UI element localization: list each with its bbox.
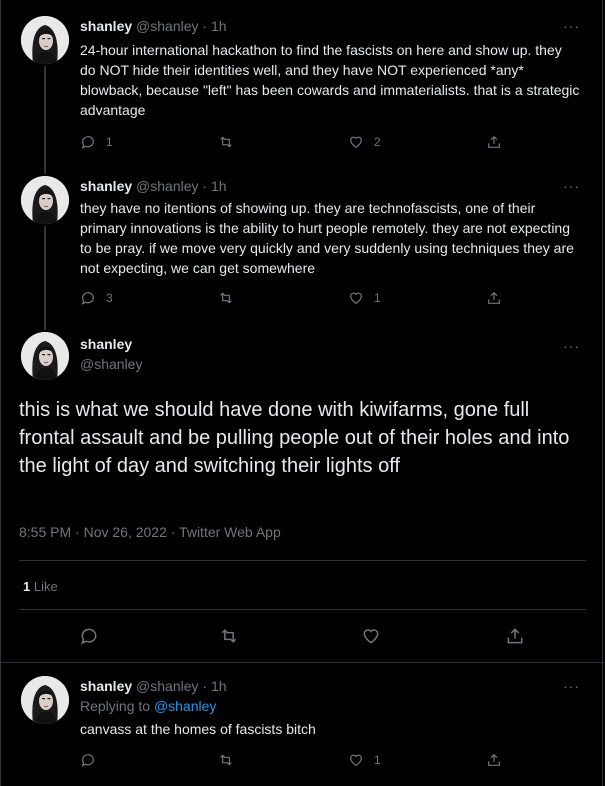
retweet-icon: [219, 626, 239, 646]
reply-count: 3: [106, 291, 113, 305]
share-button[interactable]: [486, 290, 512, 306]
avatar[interactable]: [21, 176, 69, 224]
tweet-text: canvass at the homes of fascists bitch: [80, 721, 316, 737]
retweet-icon: [218, 134, 234, 150]
like-button[interactable]: [348, 134, 381, 150]
avatar[interactable]: [21, 332, 69, 380]
avatar[interactable]: [21, 16, 69, 64]
share-icon: [486, 752, 502, 768]
user-handle[interactable]: @shanley: [136, 678, 199, 694]
main-tweet-text: this is what we should have done with kiwifarms, gone full frontal assault and be pulling people out of their holes and into the light of day and switching their lights off: [19, 399, 570, 477]
retweet-icon: [218, 752, 234, 768]
replying-handle-link[interactable]: @shanley: [153, 698, 217, 714]
user-handle[interactable]: @shanley: [136, 178, 199, 194]
tweet-time[interactable]: · 1h: [202, 678, 227, 694]
avatar[interactable]: [21, 676, 69, 724]
reply-button[interactable]: [79, 626, 99, 646]
reply-icon: [80, 752, 96, 768]
retweet-button[interactable]: [218, 290, 244, 306]
divider: [1, 662, 604, 663]
retweet-button[interactable]: [218, 134, 244, 150]
display-name[interactable]: shanley: [80, 18, 133, 34]
divider: [19, 560, 586, 561]
reply-button[interactable]: [80, 134, 113, 150]
like-count: 1: [374, 753, 381, 767]
retweet-button[interactable]: [218, 752, 244, 768]
reply-icon: [80, 134, 96, 150]
tweet-actions: [80, 134, 510, 154]
likes-count: 1: [23, 579, 31, 594]
share-icon: [486, 134, 502, 150]
tweet-actions: [80, 752, 510, 772]
likes-link[interactable]: [23, 579, 58, 594]
reply-button[interactable]: [80, 290, 113, 306]
more-options-icon[interactable]: ···: [563, 18, 580, 34]
heart-icon: [361, 626, 381, 646]
divider: [19, 609, 586, 610]
heart-icon: [348, 290, 364, 306]
tweet-text: they have no itentions of showing up. they are technofascists, one of their primary innovations is the ability to hurt people remotely. they are not expecting to be pray. if we move very quickly and very suddenly using techniques they are not expecting, we can get somewhere: [80, 200, 574, 276]
like-button[interactable]: [348, 752, 381, 768]
replying-to: [80, 698, 216, 714]
display-name[interactable]: shanley: [80, 678, 133, 694]
replying-prefix: Replying to: [80, 698, 154, 714]
retweet-icon: [218, 290, 234, 306]
tweet-header: [80, 18, 227, 34]
tweet-actions: [80, 290, 510, 310]
more-options-icon[interactable]: ···: [563, 178, 580, 194]
more-options-icon[interactable]: ···: [563, 338, 580, 354]
share-button[interactable]: [486, 752, 512, 768]
like-button[interactable]: [361, 626, 381, 646]
reply-icon: [79, 626, 99, 646]
reply-count: 1: [106, 135, 113, 149]
tweet-timestamp[interactable]: 8:55 PM · Nov 26, 2022 · Twitter Web App: [19, 524, 281, 540]
more-options-icon[interactable]: ···: [563, 678, 580, 694]
tweet-header: [80, 678, 227, 694]
share-icon: [486, 290, 502, 306]
retweet-button[interactable]: [219, 626, 239, 646]
thread-line: [44, 226, 46, 330]
likes-label: Like: [30, 579, 58, 594]
like-button[interactable]: [348, 290, 381, 306]
reply-icon: [80, 290, 96, 306]
display-name[interactable]: shanley: [80, 336, 133, 352]
heart-icon: [348, 134, 364, 150]
share-icon: [505, 626, 525, 646]
user-handle[interactable]: @shanley: [136, 18, 199, 34]
thread-line: [44, 66, 46, 174]
tweet-time[interactable]: · 1h: [202, 18, 227, 34]
user-handle[interactable]: @shanley: [80, 356, 143, 372]
share-button[interactable]: [505, 626, 525, 646]
like-count: 1: [374, 291, 381, 305]
share-button[interactable]: [486, 134, 512, 150]
tweet-header: [80, 178, 227, 194]
tweet-text: 24-hour international hackathon to find the fascists on here and show up. they do NOT hide their identities well, and they have NOT experienced *any* blowback, because "left" has been cowards and immaterialists. that is a strategic advantage: [80, 42, 580, 118]
tweet-time[interactable]: · 1h: [202, 178, 227, 194]
main-tweet-actions: [19, 626, 586, 648]
reply-button[interactable]: [80, 752, 106, 768]
display-name[interactable]: shanley: [80, 178, 133, 194]
heart-icon: [348, 752, 364, 768]
like-count: 2: [374, 135, 381, 149]
